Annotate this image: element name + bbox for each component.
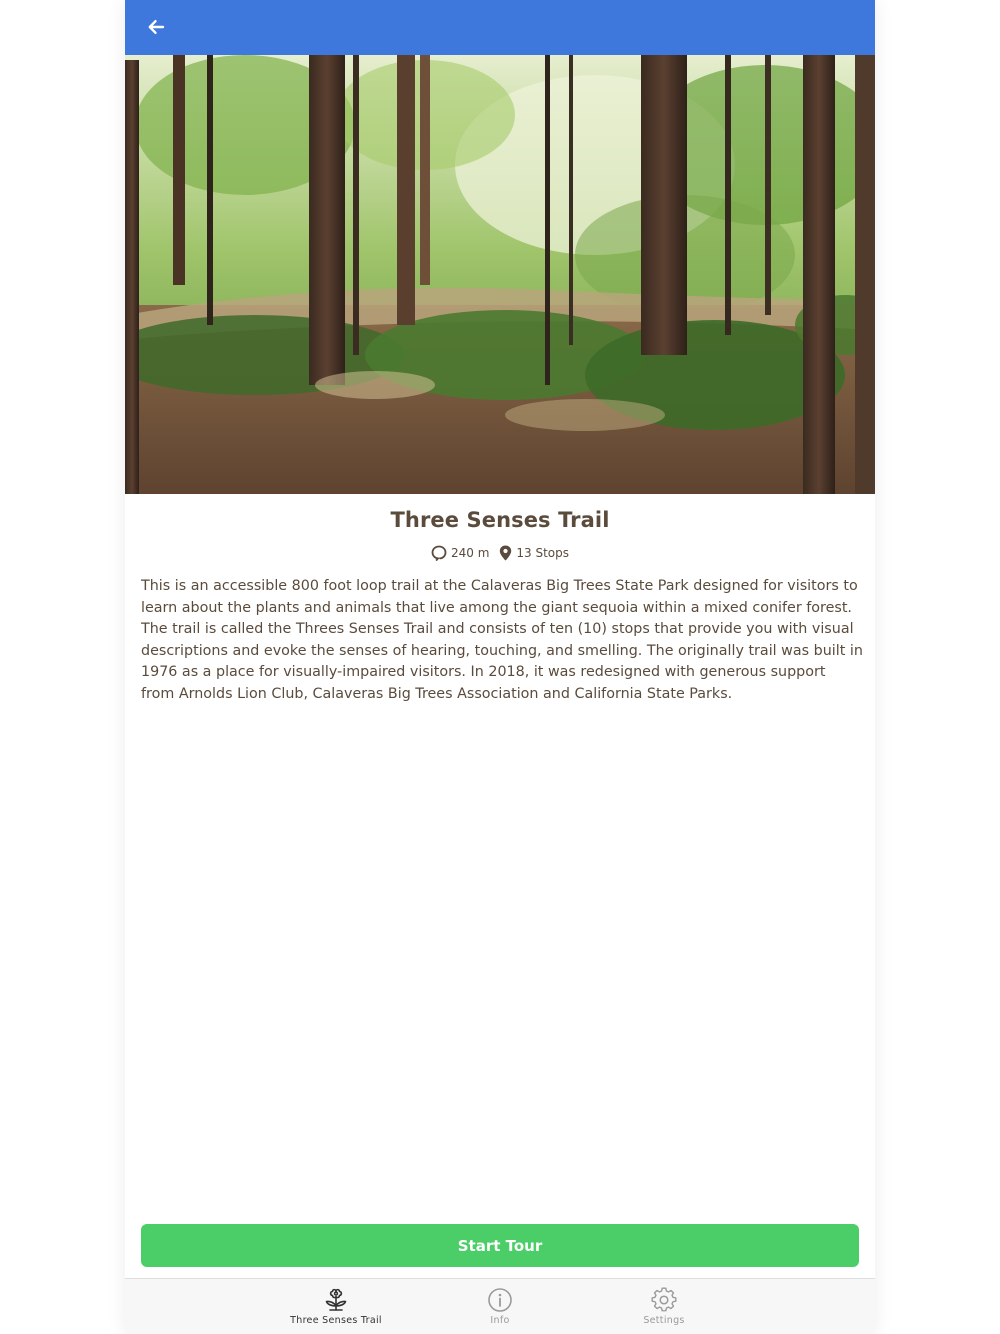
- tab-bar: [125, 1278, 875, 1334]
- map-pin-icon: [499, 545, 512, 561]
- arrow-left-icon: [146, 17, 166, 37]
- loop-icon: [431, 545, 447, 561]
- trail-title: Three Senses Trail: [390, 508, 610, 532]
- trail-meta: [125, 545, 875, 561]
- info-icon: [487, 1287, 513, 1313]
- distance-value: 240 m: [450, 546, 490, 560]
- top-bar: [125, 0, 875, 55]
- back-button[interactable]: [139, 10, 173, 44]
- stops-count: 13 Stops: [516, 546, 570, 560]
- tab-label: Settings: [643, 1315, 685, 1326]
- tab-settings[interactable]: [604, 1279, 724, 1334]
- app-frame: [125, 0, 875, 1334]
- flower-icon: [323, 1287, 349, 1313]
- trail-photo: [125, 55, 875, 494]
- tab-three-senses-trail[interactable]: [276, 1279, 396, 1334]
- start-tour-button[interactable]: Start Tour: [141, 1224, 859, 1267]
- tab-label: Info: [490, 1315, 510, 1326]
- tab-info[interactable]: [440, 1279, 560, 1334]
- trail-description: This is an accessible 800 foot loop trail at the Calaveras Big Trees State Park designed for visitors to learn about the plants and animals that live among the giant sequoia within a mixed conifer forest. The trail is called the Threes Senses Trail and consists of ten (10) stops that provide you with visual descriptions and evoke the senses of hearing, touching, and smelling. The originally trail was built in 1976 as a place for visually-impaired visitors. In 2018, it was redesigned with generous support from Arnolds Lion Club, Calaveras Big Trees Association and California State Parks.: [141, 578, 863, 702]
- gear-icon: [651, 1287, 677, 1313]
- stops-info: [499, 545, 569, 561]
- distance-info: [431, 545, 489, 561]
- tab-label: Three Senses Trail: [290, 1315, 382, 1326]
